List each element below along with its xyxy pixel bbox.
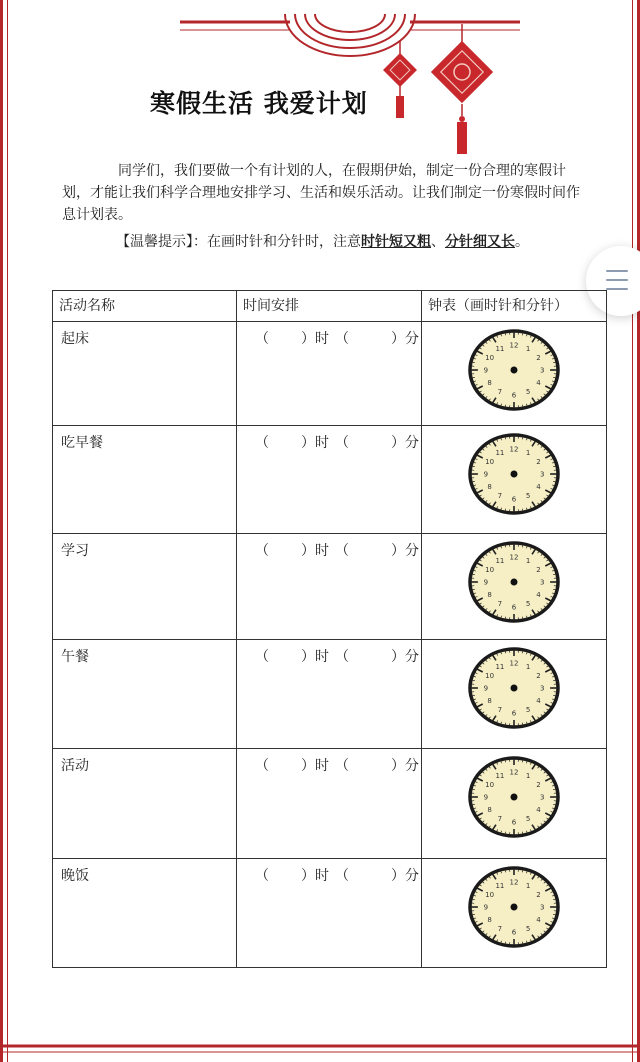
hour-open-paren: （	[255, 649, 269, 665]
clock-cell	[422, 426, 607, 534]
minute-unit: 分	[405, 435, 419, 451]
hour-close-paren: ）	[301, 331, 315, 347]
tip-emphasis-hour-hand: 时针短又粗	[361, 234, 431, 250]
clock-number: 2	[536, 672, 541, 680]
hour-open-paren: （	[255, 868, 269, 884]
clock-number: 9	[483, 684, 489, 693]
clock-number: 12	[509, 341, 519, 350]
minute-open-paren: （	[335, 758, 349, 774]
clock-number: 12	[509, 553, 519, 562]
clock-number: 5	[525, 925, 531, 934]
minute-open-paren: （	[335, 649, 349, 665]
clock-number: 4	[536, 806, 541, 814]
clock-number: 3	[539, 793, 545, 802]
clock-number: 4	[536, 483, 541, 491]
clock-number: 12	[509, 878, 519, 887]
table-row	[53, 749, 607, 859]
clock-number: 4	[536, 916, 541, 924]
tip-text: ：在画时针和分针时，注意	[193, 234, 361, 250]
minute-close-paren: ）	[391, 868, 405, 884]
activity-name-cell: 吃早餐	[53, 426, 237, 534]
clock-number: 11	[495, 881, 505, 890]
hour-open-paren: （	[255, 543, 269, 559]
clock-number: 11	[495, 556, 505, 565]
clock-number: 9	[483, 793, 489, 802]
clock-number: 1	[525, 881, 531, 890]
table-row	[53, 859, 607, 968]
clock-number: 12	[509, 445, 519, 454]
hour-close-paren: ）	[301, 649, 315, 665]
header-time-arrangement: 时间安排	[237, 291, 422, 322]
clock-number: 1	[525, 448, 531, 457]
minute-unit: 分	[405, 868, 419, 884]
hour-unit: 时	[315, 649, 329, 665]
clock-face-icon[interactable]	[467, 328, 561, 412]
header-activity-name: 活动名称	[53, 291, 237, 322]
clock-number: 8	[487, 483, 492, 491]
clock-number: 1	[525, 771, 531, 780]
clock-number: 11	[495, 662, 505, 671]
hour-unit: 时	[315, 435, 329, 451]
clock-number: 7	[497, 815, 503, 824]
page-title: 寒假生活 我爱计划	[150, 89, 368, 118]
clock-number: 5	[525, 492, 531, 501]
clock-number: 11	[495, 344, 505, 353]
minute-close-paren: ）	[391, 543, 405, 559]
hour-unit: 时	[315, 543, 329, 559]
table-row	[53, 322, 607, 426]
clock-number: 9	[483, 578, 489, 587]
minute-unit: 分	[405, 331, 419, 347]
clock-face-icon[interactable]	[467, 432, 561, 516]
clock-number: 9	[483, 470, 489, 479]
activity-name-cell: 学习	[53, 534, 237, 640]
clock-face-icon[interactable]	[467, 646, 561, 730]
clock-number: 4	[536, 379, 541, 387]
clock-number: 10	[485, 672, 495, 680]
clock-number: 9	[483, 366, 489, 375]
minute-close-paren: ）	[391, 758, 405, 774]
minute-unit: 分	[405, 649, 419, 665]
minute-close-paren: ）	[391, 331, 405, 347]
minute-unit: 分	[405, 758, 419, 774]
hour-open-paren: （	[255, 435, 269, 451]
hour-open-paren: （	[255, 758, 269, 774]
clock-number: 6	[511, 391, 517, 400]
clock-number: 2	[536, 458, 541, 466]
hour-unit: 时	[315, 868, 329, 884]
tip-label: 【温馨提示】	[116, 234, 193, 250]
clock-number: 2	[536, 566, 541, 574]
clock-number: 10	[485, 566, 495, 574]
clock-number: 4	[536, 697, 541, 705]
clock-number: 10	[485, 354, 495, 362]
clock-number: 1	[525, 344, 531, 353]
hour-close-paren: ）	[301, 758, 315, 774]
clock-number: 5	[525, 815, 531, 824]
time-arrangement-cell	[237, 640, 422, 749]
clock-number: 6	[511, 495, 517, 504]
clock-number: 5	[525, 706, 531, 715]
clock-cell	[422, 322, 607, 426]
clock-number: 5	[525, 600, 531, 609]
hour-unit: 时	[315, 331, 329, 347]
clock-number: 7	[497, 492, 503, 501]
clock-number: 6	[511, 818, 517, 827]
clock-number: 3	[539, 366, 545, 375]
minute-close-paren: ）	[391, 649, 405, 665]
clock-number: 7	[497, 706, 503, 715]
clock-number: 8	[487, 591, 492, 599]
minute-open-paren: （	[335, 331, 349, 347]
hour-close-paren: ）	[301, 868, 315, 884]
time-arrangement-cell	[237, 749, 422, 859]
clock-center-dot	[511, 794, 518, 801]
clock-face-icon[interactable]	[467, 865, 561, 949]
clock-number: 2	[536, 354, 541, 362]
clock-number: 6	[511, 709, 517, 718]
bottom-decoration	[0, 1032, 640, 1062]
time-arrangement-cell	[237, 859, 422, 968]
clock-number: 10	[485, 458, 495, 466]
clock-number: 7	[497, 388, 503, 397]
clock-cell	[422, 640, 607, 749]
clock-number: 8	[487, 806, 492, 814]
activity-name-cell: 起床	[53, 322, 237, 426]
clock-face-icon[interactable]	[467, 755, 561, 839]
activity-name-cell: 活动	[53, 749, 237, 859]
schedule-table	[52, 290, 607, 968]
hour-open-paren: （	[255, 331, 269, 347]
tip-end: 。	[515, 234, 529, 250]
clock-number: 3	[539, 470, 545, 479]
clock-center-dot	[511, 579, 518, 586]
clock-number: 7	[497, 600, 503, 609]
clock-number: 2	[536, 891, 541, 899]
hour-close-paren: ）	[301, 543, 315, 559]
clock-cell	[422, 534, 607, 640]
clock-number: 5	[525, 388, 531, 397]
clock-number: 12	[509, 768, 519, 777]
minute-close-paren: ）	[391, 435, 405, 451]
minute-open-paren: （	[335, 868, 349, 884]
minute-unit: 分	[405, 543, 419, 559]
clock-number: 11	[495, 448, 505, 457]
time-arrangement-cell	[237, 534, 422, 640]
minute-open-paren: （	[335, 543, 349, 559]
header-clock: 钟表（画时针和分针）	[422, 291, 607, 322]
clock-number: 12	[509, 659, 519, 668]
hour-unit: 时	[315, 758, 329, 774]
clock-number: 7	[497, 925, 503, 934]
clock-number: 3	[539, 903, 545, 912]
clock-number: 9	[483, 903, 489, 912]
clock-number: 8	[487, 379, 492, 387]
clock-center-dot	[511, 685, 518, 692]
clock-number: 4	[536, 591, 541, 599]
clock-number: 1	[525, 556, 531, 565]
clock-number: 6	[511, 603, 517, 612]
clock-center-dot	[511, 367, 518, 374]
table-row	[53, 426, 607, 534]
clock-number: 6	[511, 928, 517, 937]
tip-line	[116, 231, 596, 251]
clock-number: 8	[487, 697, 492, 705]
clock-number: 8	[487, 916, 492, 924]
clock-number: 10	[485, 781, 495, 789]
tip-emphasis-minute-hand: 分针细又长	[445, 234, 515, 250]
intro-paragraph: 同学们，我们要做一个有计划的人，在假期伊始，制定一份合理的寒假计划，才能让我们科学合理地安排学习、生活和娱乐活动。让我们制定一份寒假时间作息计划表。	[62, 163, 580, 223]
clock-number: 3	[539, 578, 545, 587]
clock-number: 11	[495, 771, 505, 780]
activity-name-cell: 午餐	[53, 640, 237, 749]
clock-face-icon[interactable]	[467, 540, 561, 624]
tip-separator: 、	[431, 234, 445, 250]
clock-number: 10	[485, 891, 495, 899]
clock-center-dot	[511, 471, 518, 478]
table-header-row	[53, 291, 607, 322]
clock-number: 1	[525, 662, 531, 671]
time-arrangement-cell	[237, 322, 422, 426]
time-arrangement-cell	[237, 426, 422, 534]
minute-open-paren: （	[335, 435, 349, 451]
clock-number: 3	[539, 684, 545, 693]
activity-name-cell: 晚饭	[53, 859, 237, 968]
clock-number: 2	[536, 781, 541, 789]
hour-close-paren: ）	[301, 435, 315, 451]
table-row	[53, 534, 607, 640]
clock-center-dot	[511, 904, 518, 911]
clock-cell	[422, 749, 607, 859]
table-row	[53, 640, 607, 749]
clock-cell	[422, 859, 607, 968]
